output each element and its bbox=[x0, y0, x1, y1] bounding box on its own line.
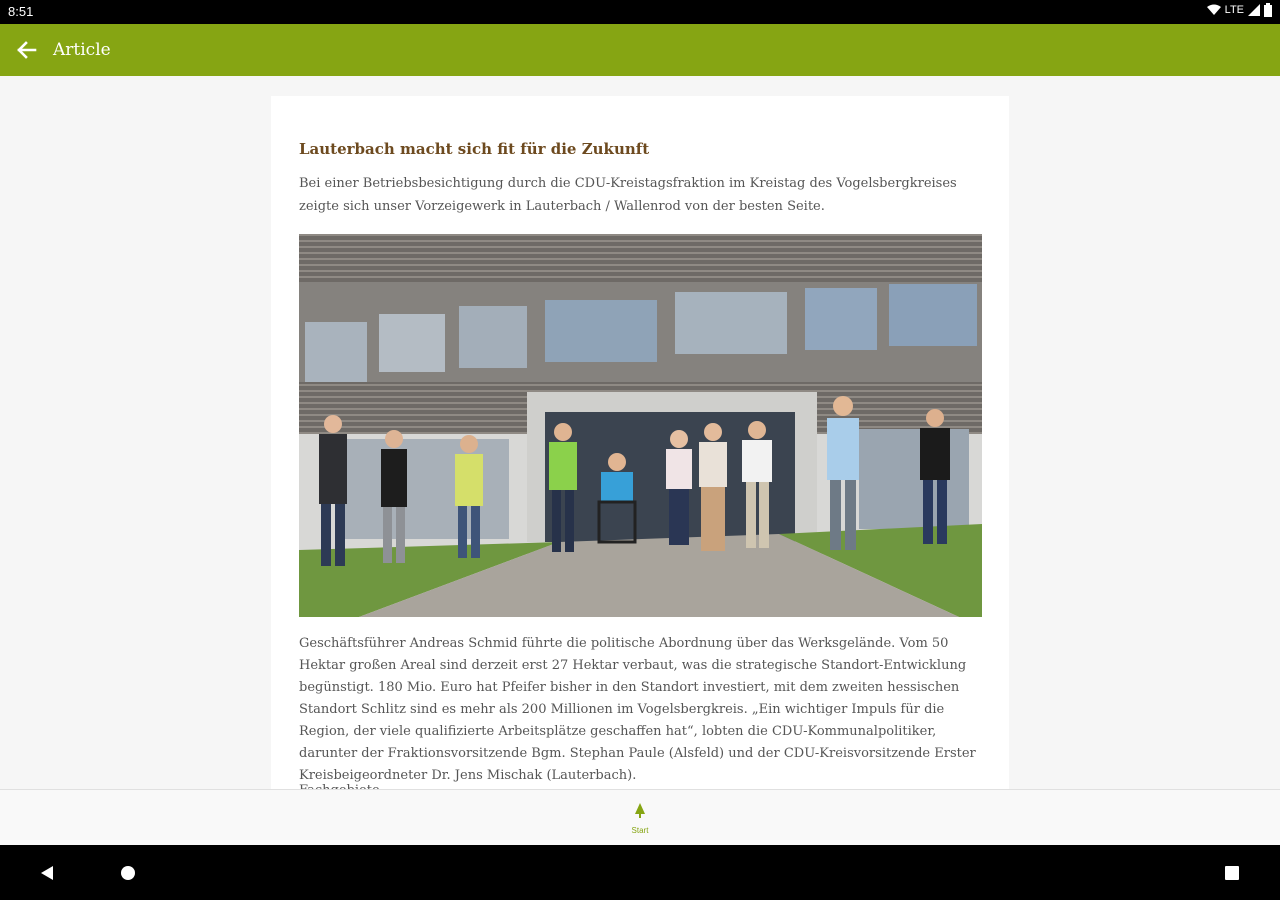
app-title: Article bbox=[53, 40, 111, 60]
circle-home-icon bbox=[120, 865, 136, 881]
wifi-icon bbox=[1207, 4, 1221, 16]
article-scroll-area[interactable] bbox=[0, 76, 1280, 789]
system-back-button[interactable] bbox=[34, 860, 60, 886]
article-card bbox=[271, 96, 1009, 856]
triangle-back-icon bbox=[39, 865, 55, 881]
article-body: Geschäftsführer Andreas Schmid führte die politische Abordnung über das Werksgelände. Vom 50 Hektar großen Areal sind derzeit erst 27 Hektar verbaut, was die strategische Standort-Entwicklung begünstigt. 180 Mio. Euro hat Pfeifer bisher in den Standort investiert, mit dem zweiten hessischen Standort Schlitz sind es mehr als 200 Millionen im Vogelsbergkreis. „Ein wichtiger Impuls für die Region, der viele qualifizierte Arbeitsplätze geschaffen hat“, lobten die CDU-Kommunalpolitiker, darunter der Fraktionsvorsitzende Bgm. Stephan Paule (Alsfeld) und der CDU-Kreisvorsitzende Erster Kreisbeigeordneter Dr. Jens Mischak (Lauterbach). bbox=[299, 636, 976, 783]
article-lead: Bei einer Betriebsbesichtigung durch die CDU-Kreistagsfraktion im Kreistag des Vogelsbergkreises zeigte sich unser Vorzeigewerk in Lauterbach / Wallenrod von der besten Seite. bbox=[299, 176, 957, 214]
arrow-left-icon bbox=[18, 42, 36, 58]
tree-icon bbox=[633, 802, 647, 820]
back-button[interactable] bbox=[14, 38, 40, 62]
battery-icon bbox=[1264, 3, 1272, 17]
signal-icon bbox=[1248, 4, 1260, 16]
system-recents-button[interactable] bbox=[1219, 860, 1245, 886]
article-photo bbox=[299, 234, 982, 617]
status-time: 8:51 bbox=[8, 4, 34, 19]
system-home-button[interactable] bbox=[115, 860, 141, 886]
status-bar bbox=[0, 0, 1280, 24]
app-bar bbox=[0, 24, 1280, 76]
system-navigation-bar bbox=[0, 845, 1280, 900]
nav-start-tab[interactable] bbox=[612, 796, 668, 840]
article-title: Lauterbach macht sich fit für die Zukunft bbox=[299, 140, 650, 158]
status-icons bbox=[1207, 3, 1272, 17]
nav-start-label: Start bbox=[631, 826, 649, 835]
square-recents-icon bbox=[1224, 865, 1240, 881]
network-type: LTE bbox=[1224, 4, 1244, 16]
bottom-navigation bbox=[0, 789, 1280, 846]
group-photo-image bbox=[299, 234, 982, 617]
